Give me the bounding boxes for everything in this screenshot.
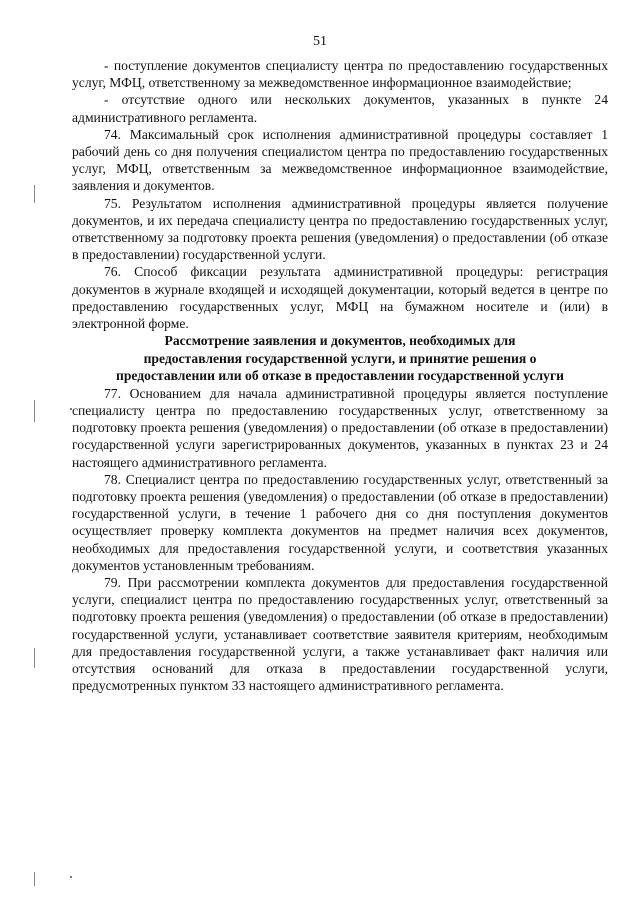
paragraph: 79. При рассмотрении комплекта документов для предоставления государственной услуги, специалист центра по предоставлению государственных услуг, ответственный за подготовку проекта решения (уведомления) о предоставлении (об отказе в предоставлении) государственной услуги, устанавливает соответствие заявителя критериям, необходимым для предоставления государственной услуги, а также устанавливает факт наличия или отсутствия оснований для отказа в предоставлении государственной услуги, предусмотренных пунктом 33 настоящего административного регламента. (72, 574, 608, 694)
paragraph: 75. Результатом исполнения административной процедуры является получение документов, и их передача специалисту центра по предоставлению государственных услуг, ответственному за подготовку проекта решения (уведомления) о предоставлении (об отказе в предоставлении) государственной услуги. (72, 195, 608, 263)
scan-mark (34, 185, 35, 203)
paragraph: 78. Специалист центра по предоставлению государственных услуг, ответственный за подготовку проекта решения (уведомления) о предоставлении (об отказе в предоставлении) государственной услуги, в течение 1 рабочего дня со дня поступления документов осуществляет проверку комплекта документов на предмет наличия всех документов, необходимых для предоставления государственной услуги, и соответствия указанных документов установленным требованиям. (72, 471, 608, 573)
document-body (72, 57, 608, 694)
page-number: 51 (313, 34, 327, 49)
scan-mark (34, 400, 35, 422)
section-heading (72, 332, 608, 385)
heading-line: предоставлении или об отказе в предоставлении государственной услуги (116, 368, 564, 384)
heading-line: Рассмотрение заявления и документов, необходимых для (164, 333, 516, 349)
paragraph: - отсутствие одного или нескольких документов, указанных в пункте 24 административного регламента. (72, 92, 608, 125)
scan-dot (70, 876, 72, 878)
paragraph: 76. Способ фиксации результата административной процедуры: регистрация документов в журнале входящей и исходящей документации, который ведется в центре по предоставлению государственных услуг, МФЦ на бумажном носителе и (или) в электронной форме. (72, 264, 608, 332)
paragraph: 77. Основанием для начала административной процедуры является поступление специалисту центра по предоставлению государственных услуг, ответственному за подготовку проекта решения (уведомления) о предоставлении (об отказе в предоставлении) государственной услуги зарегистрированных документов, указанных в пунктах 23 и 24 настоящего административного регламента. (72, 385, 608, 470)
paragraph: 74. Максимальный срок исполнения административной процедуры составляет 1 рабочий день со дня получения специалистом центра по предоставлению государственных услуг, МФЦ, ответственным за межведомственное информационное взаимодействие, заявления и документов. (72, 126, 608, 194)
paragraph: - поступление документов специалисту центра по предоставлению государственных услуг, МФЦ, ответственному за межведомственное информационное взаимодействие; (72, 58, 608, 91)
scan-mark (34, 648, 35, 668)
scan-mark (34, 872, 35, 886)
heading-line: предоставления государственной услуги, и принятие решения о (143, 350, 537, 366)
